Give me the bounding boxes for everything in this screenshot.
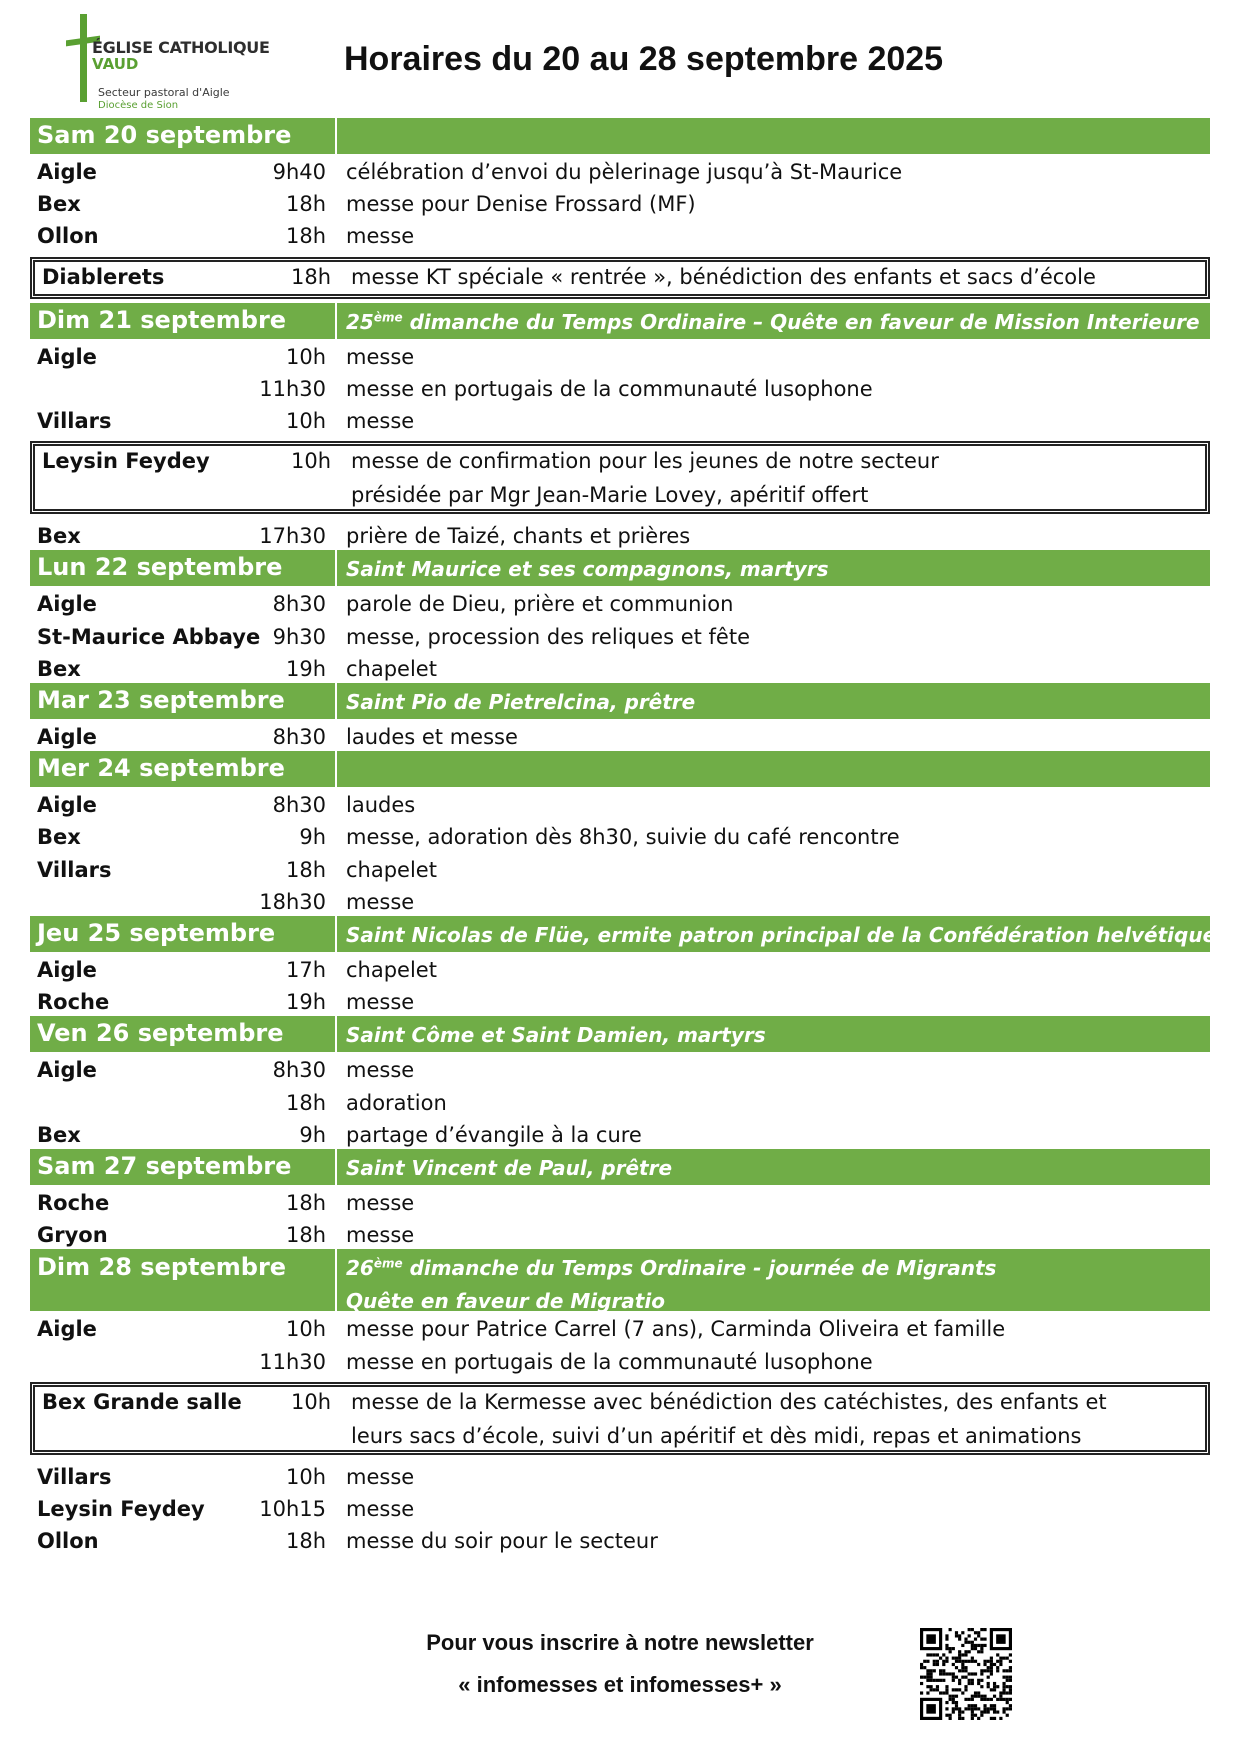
schedule-entry	[30, 1344, 1210, 1376]
day-name: Sam 20 septembre	[37, 121, 292, 149]
entry-time: 18h	[285, 224, 326, 249]
entry-description: chapelet	[346, 857, 437, 882]
entry-time: 18h	[285, 1191, 326, 1215]
entry-description: messe	[346, 1464, 415, 1489]
entry-description: messe	[346, 990, 415, 1015]
schedule-entry	[30, 586, 1210, 618]
feast-text: Saint Pio de Pietrelcina, prêtre	[346, 690, 696, 714]
entry-time: 9h40	[272, 160, 326, 184]
feast-text: dimanche du Temps Ordinaire – Quête en faveur de Mission Interieure	[402, 309, 1200, 334]
feast-superscript: ème	[373, 1256, 403, 1271]
schedule-entry	[30, 1459, 1210, 1491]
entry-description: messe	[346, 1497, 415, 1521]
entry-description: messe	[346, 1191, 415, 1215]
entry-place: St-Maurice Abbaye	[37, 624, 261, 649]
schedule-entry	[30, 1185, 1210, 1217]
logo-line2: VAUD	[92, 55, 139, 73]
entry-description: prière de Taizé, chants et prières	[346, 524, 691, 549]
schedule-entry	[30, 984, 1210, 1016]
page-title: Horaires du 20 au 28 septembre 2025	[344, 40, 944, 78]
day-feast	[346, 1019, 766, 1052]
entry-place: Villars	[37, 857, 112, 882]
entry-description: messe pour Denise Frossard (MF)	[346, 192, 696, 217]
day-name: Jeu 25 septembre	[37, 919, 276, 947]
schedule-entry	[30, 186, 1210, 218]
day-header	[30, 303, 1210, 339]
entry-place: Bex Grande salle	[42, 1389, 242, 1414]
logo-line3: Secteur pastoral d'Aigle	[98, 86, 230, 99]
entry-place: Diablerets	[42, 264, 165, 289]
schedule-entry	[30, 339, 1210, 371]
cross-icon	[80, 14, 87, 102]
entry-time: 19h	[285, 990, 326, 1015]
entry-place: Roche	[37, 990, 110, 1015]
entry-time: 18h30	[259, 889, 326, 914]
entry-place: Aigle	[37, 958, 97, 982]
day-feast	[346, 306, 1200, 339]
day-header-divider	[335, 550, 337, 586]
entry-time: 9h30	[272, 624, 326, 649]
day-feast	[346, 919, 1216, 952]
entry-place: Aigle	[37, 592, 97, 617]
day-name: Sam 27 septembre	[37, 1152, 292, 1180]
entry-place: Villars	[37, 1464, 112, 1489]
entry-description: messe	[346, 344, 415, 369]
entry-description: messe, adoration dès 8h30, suivie du café rencontre	[346, 825, 900, 850]
entry-time: 11h30	[259, 376, 326, 401]
day-header-divider	[335, 916, 337, 952]
schedule-entry	[30, 1085, 1210, 1117]
entry-place: Leysin Feydey	[37, 1497, 205, 1521]
entry-time: 8h30	[272, 1058, 326, 1083]
day-header-divider	[335, 1149, 337, 1185]
entry-place: Bex	[37, 524, 81, 549]
feast-text: Saint Vincent de Paul, prêtre	[346, 1156, 673, 1180]
entry-time: 18h	[285, 1090, 326, 1115]
day-header	[30, 550, 1210, 586]
entry-time: 9h	[299, 1122, 326, 1147]
newsletter-notice	[360, 1622, 880, 1706]
entry-time: 9h	[299, 825, 326, 850]
entry-description: messe KT spéciale « rentrée », bénédiction des enfants et sacs d’école	[351, 264, 1096, 289]
feast-text: Saint Maurice et ses compagnons, martyrs	[346, 557, 829, 582]
entry-time: 17h	[285, 958, 326, 982]
entry-description: laudes	[346, 793, 416, 818]
entry-description: messe	[346, 1058, 415, 1083]
day-feast	[346, 686, 695, 719]
schedule-entry	[30, 1052, 1210, 1084]
entry-time: 18h	[285, 192, 326, 217]
logo-line1: ÉGLISE CATHOLIQUE	[92, 38, 270, 57]
feast-text: dimanche du Temps Ordinaire - journée de Migrants	[402, 1256, 997, 1281]
entry-place: Bex	[37, 825, 81, 850]
entry-place: Gryon	[37, 1223, 108, 1248]
entry-place: Bex	[37, 192, 81, 217]
entry-description: partage d’évangile à la cure	[346, 1122, 642, 1147]
day-header	[30, 916, 1217, 952]
entry-time: 18h	[285, 1223, 326, 1248]
entry-description: parole de Dieu, prière et communion	[346, 592, 734, 617]
entry-time: 19h	[285, 656, 326, 681]
entry-place: Roche	[37, 1191, 110, 1215]
entry-description-line2: présidée par Mgr Jean-Marie Lovey, apéritif offert	[351, 483, 869, 508]
entry-place: Bex	[37, 1122, 81, 1147]
day-feast	[346, 1252, 996, 1318]
entry-time: 10h15	[259, 1497, 326, 1521]
day-header	[30, 683, 1210, 719]
entry-place: Aigle	[37, 1317, 97, 1342]
entry-description-line2: leurs sacs d’école, suivi d’un apéritif et dès midi, repas et animations	[351, 1423, 1082, 1448]
schedule-entry	[30, 218, 1210, 250]
entry-description: messe	[346, 409, 415, 433]
feast-text: Saint Nicolas de Flüe, ermite patron principal de la Confédération helvétique	[346, 923, 1217, 947]
schedule-entry	[30, 719, 1210, 751]
entry-time: 10h	[290, 449, 331, 474]
schedule-entry	[30, 403, 1210, 435]
schedule-entry	[30, 884, 1210, 916]
entry-description: messe du soir pour le secteur	[346, 1529, 658, 1554]
day-header	[30, 1149, 1210, 1185]
day-header	[30, 118, 1210, 154]
entry-place: Aigle	[37, 160, 97, 184]
entry-description: messe	[346, 1223, 415, 1248]
day-name: Dim 28 septembre	[37, 1253, 287, 1282]
schedule-entry	[30, 787, 1210, 819]
entry-place: Aigle	[37, 793, 97, 818]
entry-description: messe	[346, 889, 415, 914]
entry-place: Bex	[37, 656, 81, 681]
entry-description: messe de la Kermesse avec bénédiction des catéchistes, des enfants et	[351, 1389, 1107, 1414]
day-header-divider	[335, 1249, 337, 1311]
schedule-entry	[30, 619, 1210, 651]
day-header	[30, 1016, 1210, 1052]
day-feast	[346, 1152, 672, 1185]
entry-time: 18h	[290, 264, 331, 289]
entry-place: Ollon	[37, 224, 99, 249]
feast-text: Saint Côme et Saint Damien, martyrs	[346, 1023, 766, 1048]
schedule-entry	[30, 257, 1210, 299]
schedule-entry	[30, 154, 1210, 186]
entry-description: laudes et messe	[346, 725, 518, 749]
schedule-entry	[30, 371, 1210, 403]
entry-description: messe pour Patrice Carrel (7 ans), Carminda Oliveira et famille	[346, 1317, 1006, 1342]
entry-time: 17h30	[259, 524, 326, 549]
entry-place: Villars	[37, 409, 112, 433]
day-header	[30, 1249, 1210, 1314]
logo	[62, 12, 272, 122]
day-name: Lun 22 septembre	[37, 553, 283, 582]
entry-time: 10h	[285, 1464, 326, 1489]
entry-time: 8h30	[272, 793, 326, 818]
entry-time: 8h30	[272, 592, 326, 617]
feast-number: 25	[346, 309, 374, 334]
schedule-entry	[30, 518, 1210, 550]
entry-place: Aigle	[37, 725, 97, 749]
day-header-divider	[335, 118, 337, 154]
entry-time: 11h30	[259, 1349, 326, 1374]
entry-description: messe, procession des reliques et fête	[346, 624, 750, 649]
entry-description: célébration d’envoi du pèlerinage jusqu’à St-Maurice	[346, 160, 903, 184]
entry-description: messe en portugais de la communauté lusophone	[346, 1349, 873, 1374]
day-header-divider	[335, 683, 337, 719]
qr-code-icon[interactable]	[920, 1628, 1012, 1720]
entry-time: 8h30	[272, 725, 326, 749]
logo-line4: Diocèse de Sion	[98, 100, 179, 111]
newsletter-line2: « infomesses et infomesses+ »	[458, 1672, 782, 1697]
schedule-entry	[30, 1491, 1210, 1523]
schedule-entry	[30, 1217, 1210, 1249]
entry-description: chapelet	[346, 656, 437, 681]
schedule-entry	[30, 1311, 1210, 1343]
newsletter-line1: Pour vous inscrire à notre newsletter	[426, 1630, 814, 1655]
entry-description: messe de confirmation pour les jeunes de notre secteur	[351, 449, 939, 474]
day-name: Mar 23 septembre	[37, 686, 285, 714]
entry-time: 10h	[285, 1317, 326, 1342]
schedule-entry	[30, 651, 1210, 683]
day-name: Ven 26 septembre	[37, 1019, 284, 1048]
entry-place: Leysin Feydey	[42, 449, 210, 474]
schedule-entry	[30, 441, 1210, 514]
day-header	[30, 751, 1210, 787]
schedule-entry	[30, 1523, 1210, 1555]
day-name: Dim 21 septembre	[37, 305, 287, 334]
day-header-divider	[335, 751, 337, 787]
entry-time: 18h	[285, 1529, 326, 1554]
day-header-divider	[335, 303, 337, 339]
entry-time: 10h	[290, 1389, 331, 1414]
feast-line2: Quête en faveur de Migratio	[346, 1289, 665, 1314]
entry-description: adoration	[346, 1090, 447, 1115]
day-feast	[346, 553, 829, 586]
entry-time: 10h	[285, 409, 326, 433]
feast-number: 26	[346, 1256, 374, 1281]
schedule-entry	[30, 819, 1210, 851]
entry-description: chapelet	[346, 958, 437, 982]
feast-superscript: ème	[373, 309, 403, 324]
entry-time: 18h	[285, 857, 326, 882]
schedule-entry	[30, 952, 1210, 984]
schedule-entry	[30, 1117, 1210, 1149]
day-header-divider	[335, 1016, 337, 1052]
entry-place: Aigle	[37, 1058, 97, 1083]
day-name: Mer 24 septembre	[37, 754, 285, 783]
schedule-entry	[30, 1382, 1210, 1455]
entry-place: Ollon	[37, 1529, 99, 1554]
entry-time: 10h	[285, 344, 326, 369]
schedule-entry	[30, 852, 1210, 884]
entry-place: Aigle	[37, 344, 97, 369]
entry-description: messe en portugais de la communauté lusophone	[346, 376, 873, 401]
entry-description: messe	[346, 224, 415, 249]
